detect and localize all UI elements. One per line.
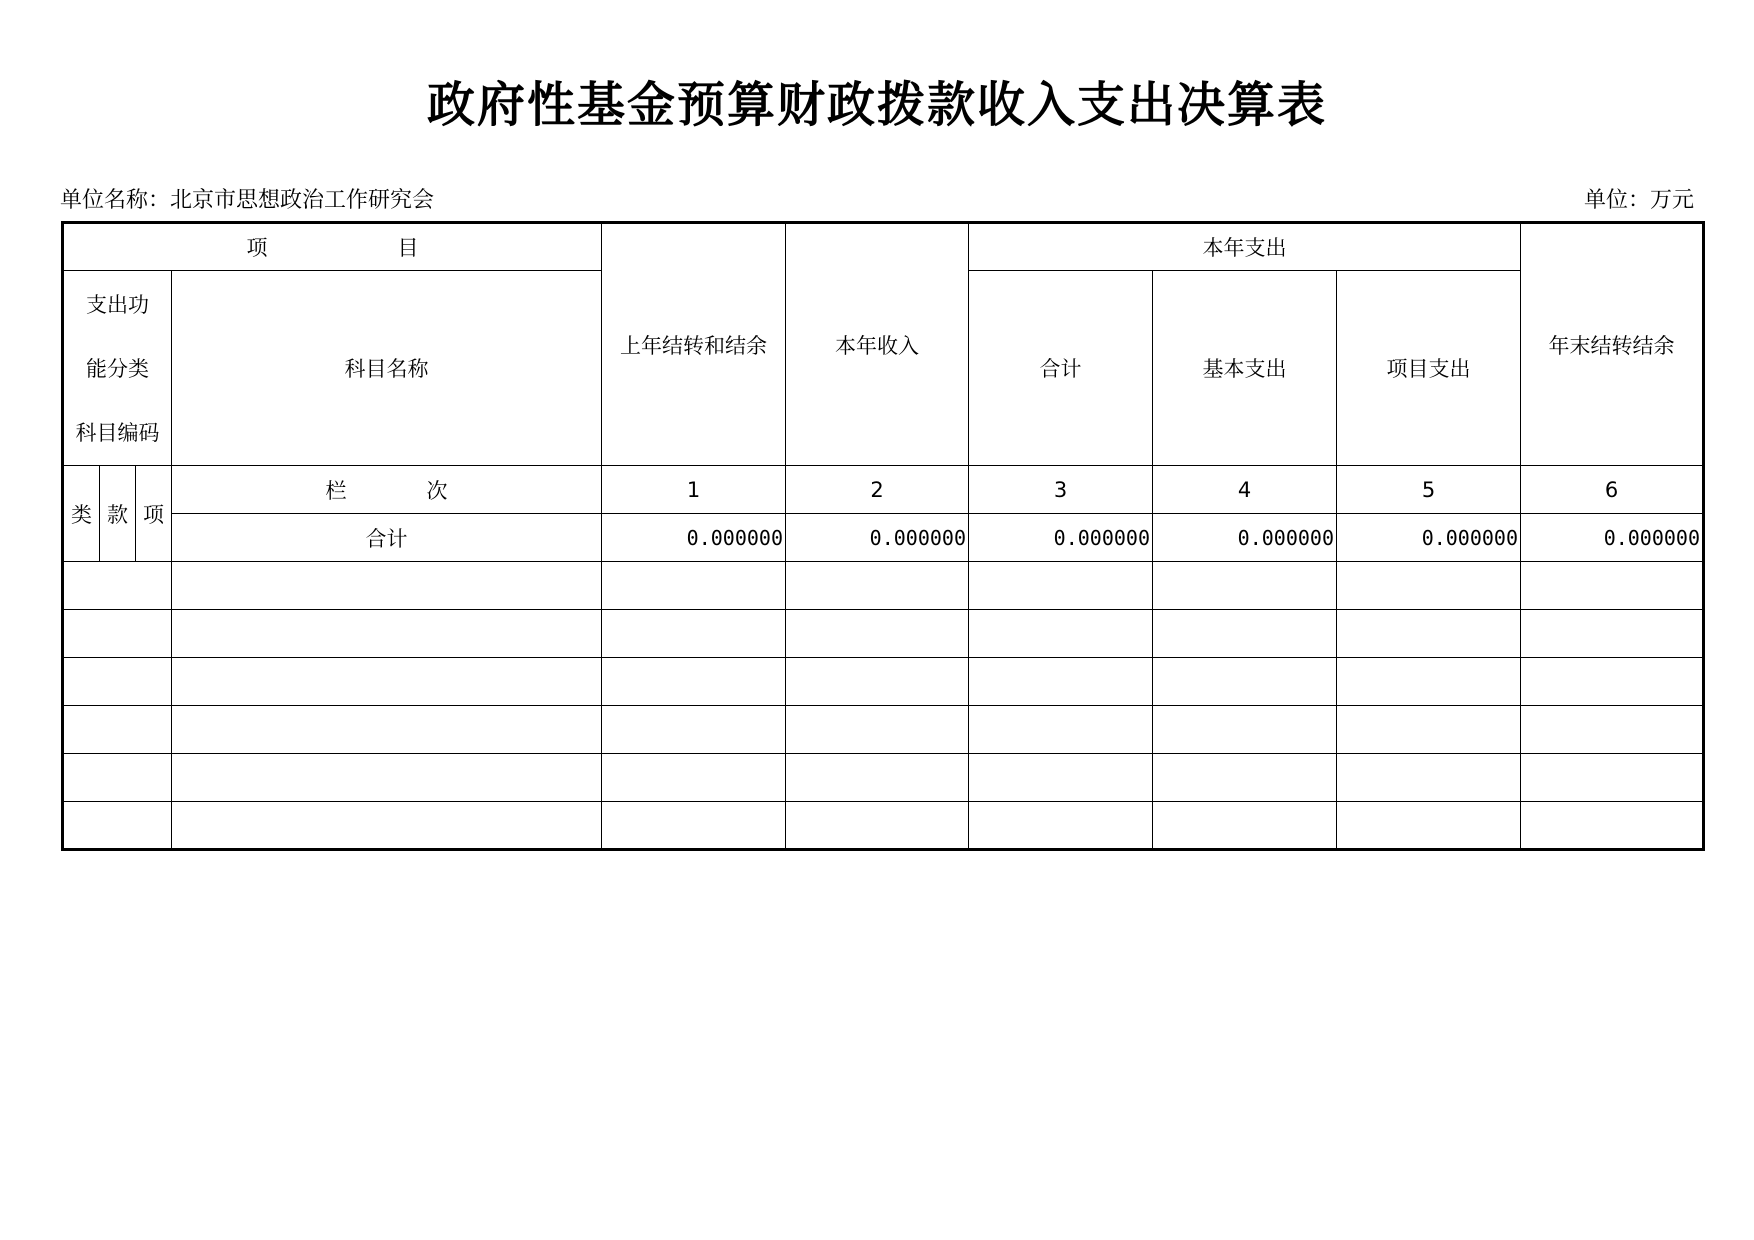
table-row — [63, 658, 1704, 706]
value-cell — [786, 658, 969, 706]
table-row — [63, 706, 1704, 754]
total-value-3: 0.000000 — [969, 514, 1153, 562]
value-cell — [1337, 706, 1521, 754]
value-cell — [786, 706, 969, 754]
value-cell — [1153, 658, 1337, 706]
value-cell — [1337, 802, 1521, 850]
value-cell — [1153, 802, 1337, 850]
value-cell — [1521, 610, 1704, 658]
code-cell — [63, 562, 172, 610]
value-cell — [1153, 610, 1337, 658]
value-cell — [1337, 658, 1521, 706]
table-row — [63, 562, 1704, 610]
value-cell — [1521, 706, 1704, 754]
value-cell — [1521, 754, 1704, 802]
value-cell — [1153, 562, 1337, 610]
col-lei-header: 类 — [63, 466, 100, 562]
value-cell — [969, 706, 1153, 754]
code-header: 支出功 能分类 科目编码 — [63, 271, 172, 466]
value-cell — [786, 562, 969, 610]
value-cell — [969, 562, 1153, 610]
code-cell — [63, 610, 172, 658]
col-kuan-header: 款 — [100, 466, 136, 562]
col-xiang-header: 项 — [136, 466, 172, 562]
col-number-2: 2 — [786, 466, 969, 514]
lanci-header: 栏 次 — [172, 466, 602, 514]
value-cell — [1337, 754, 1521, 802]
expense-project-header: 项目支出 — [1337, 271, 1521, 466]
expense-group-header: 本年支出 — [969, 223, 1521, 271]
column-number-row — [63, 466, 1704, 514]
value-cell — [969, 610, 1153, 658]
subject-cell — [172, 706, 602, 754]
col-number-4: 4 — [1153, 466, 1337, 514]
value-cell — [786, 802, 969, 850]
code-cell — [63, 754, 172, 802]
value-cell — [1521, 658, 1704, 706]
col-number-1: 1 — [602, 466, 786, 514]
prev-balance-header: 上年结转和结余 — [602, 223, 786, 466]
value-cell — [786, 610, 969, 658]
year-end-balance-header: 年末结转结余 — [1521, 223, 1704, 466]
value-cell — [1337, 562, 1521, 610]
table-row — [63, 802, 1704, 850]
unit-name-label: 单位名称：北京市思想政治工作研究会 — [60, 188, 435, 213]
table-row — [63, 754, 1704, 802]
expense-total-header: 合计 — [969, 271, 1153, 466]
value-cell — [969, 658, 1153, 706]
total-value-2: 0.000000 — [786, 514, 969, 562]
value-cell — [602, 802, 786, 850]
subject-name-header: 科目名称 — [172, 271, 602, 466]
total-value-5: 0.000000 — [1337, 514, 1521, 562]
value-cell — [1521, 562, 1704, 610]
page-title: 政府性基金预算财政拨款收入支出决算表 — [426, 77, 1327, 133]
value-cell — [602, 706, 786, 754]
value-cell — [1337, 610, 1521, 658]
subject-cell — [172, 754, 602, 802]
value-cell — [969, 802, 1153, 850]
budget-table — [61, 221, 1705, 851]
total-value-4: 0.000000 — [1153, 514, 1337, 562]
value-cell — [1153, 754, 1337, 802]
unit-label: 单位：万元 — [1583, 188, 1694, 213]
subject-cell — [172, 802, 602, 850]
value-cell — [1153, 706, 1337, 754]
value-cell — [602, 610, 786, 658]
value-cell — [602, 562, 786, 610]
col-number-5: 5 — [1337, 466, 1521, 514]
subject-cell — [172, 610, 602, 658]
code-cell — [63, 802, 172, 850]
code-cell — [63, 658, 172, 706]
col-number-3: 3 — [969, 466, 1153, 514]
subject-cell — [172, 658, 602, 706]
total-row — [63, 514, 1704, 562]
total-label: 合计 — [172, 514, 602, 562]
value-cell — [1521, 802, 1704, 850]
expense-basic-header: 基本支出 — [1153, 271, 1337, 466]
income-header: 本年收入 — [786, 223, 969, 466]
total-value-6: 0.000000 — [1521, 514, 1704, 562]
total-value-1: 0.000000 — [602, 514, 786, 562]
subject-cell — [172, 562, 602, 610]
header-row-1 — [63, 223, 1704, 271]
item-header: 项 目 — [63, 223, 602, 271]
table-row — [63, 610, 1704, 658]
value-cell — [602, 658, 786, 706]
value-cell — [602, 754, 786, 802]
col-number-6: 6 — [1521, 466, 1704, 514]
value-cell — [969, 754, 1153, 802]
code-cell — [63, 706, 172, 754]
value-cell — [786, 754, 969, 802]
